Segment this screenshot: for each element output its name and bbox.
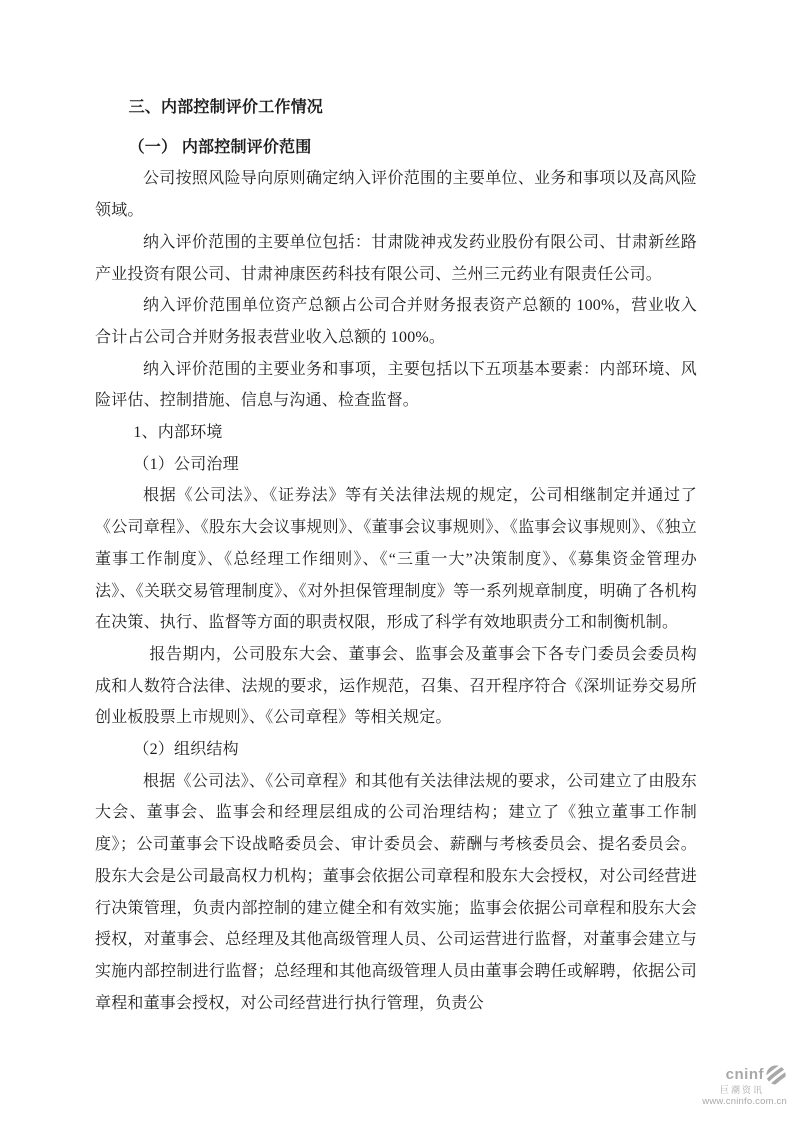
list-item-corporate-governance: （1）公司治理 [133, 455, 239, 473]
cninfo-watermark [691, 1064, 787, 1108]
paragraph-units: 纳入评价范围的主要单位包括：甘肃陇神戎发药业股份有限公司、甘肃新丝路产业投资有限公司、甘肃神康医药科技有限公司、兰州三元药业有限责任公司。 [95, 233, 697, 283]
cninfo-brand-chinese: 巨潮资讯 [719, 1084, 764, 1095]
cninfo-swirl-icon [765, 1064, 787, 1086]
cninfo-brand-row [726, 1064, 787, 1086]
section-heading: 三、内部控制评价工作情况 [128, 99, 323, 116]
cninfo-url-text: www.cninfo.com.cn [702, 1095, 787, 1107]
paragraph-coverage: 纳入评价范围单位资产总额占公司合并财务报表资产总额的 100%，营业收入合计占公司合并财务报表营业收入总额的 100%。 [95, 297, 697, 346]
paragraph-organization-detail: 根据《公司法》、《公司章程》和其他有关法律法规的要求，公司建立了由股东大会、董事会、监事会和经理层组成的公司治理结构；建立了《独立董事工作制度》；公司董事会下设战略委员会、审计委员会、薪酬与考核委员会、提名委员会。股东大会是公司最高权力机构；董事会依据公司章程和股东大会授权，对公司经营进行决策管理，负责内部控制的建立健全和有效实施；监事会依据公司章程和股东大会授权，对董事会、总经理及其他高级管理人员、公司运营进行监督，对董事会建立与实施内部控制进行监督；总经理和其他高级管理人员由董事会聘任或解聘，依据公司章程和董事会授权，对公司经营进行执行管理，负责公 [95, 772, 697, 1012]
paragraph-reporting-period: 报告期内，公司股东大会、董事会、监事会及董事会下各专门委员会委员构成和人数符合法律、法规的要求，运作规范，召集、召开程序符合《深圳证券交易所创业板股票上市规则》、《公司章程》等相关规定。 [95, 645, 697, 727]
list-item-internal-environment: 1、内部环境 [133, 424, 223, 442]
paragraph-governance-rules: 根据《公司法》、《证券法》等有关法律法规的规定，公司相继制定并通过了《公司章程》、《股东大会议事规则》、《董事会议事规则》、《监事会议事规则》、《独立董事工作制度》、《总经理工作细则》、《“三重一大”决策制度》、《募集资金管理办法》、《关联交易管理制度》、《对外担保管理制度》等一系列规章制度，明确了各机构在决策、执行、监督等方面的职责权限，形成了科学有效地职责分工和制衡机制。 [95, 487, 697, 632]
list-item-organization-structure: （2）组织结构 [133, 741, 239, 759]
cninfo-brand-text: cninf [725, 1066, 764, 1084]
paragraph-elements: 纳入评价范围的主要业务和事项，主要包括以下五项基本要素：内部环境、风险评估、控制措施、信息与沟通、检查监督。 [95, 360, 697, 410]
subsection-heading: （一） 内部控制评价范围 [128, 138, 312, 156]
document-body [95, 92, 697, 1019]
paragraph-scope: 公司按照风险导向原则确定纳入评价范围的主要单位、业务和事项以及高风险领域。 [95, 170, 697, 220]
